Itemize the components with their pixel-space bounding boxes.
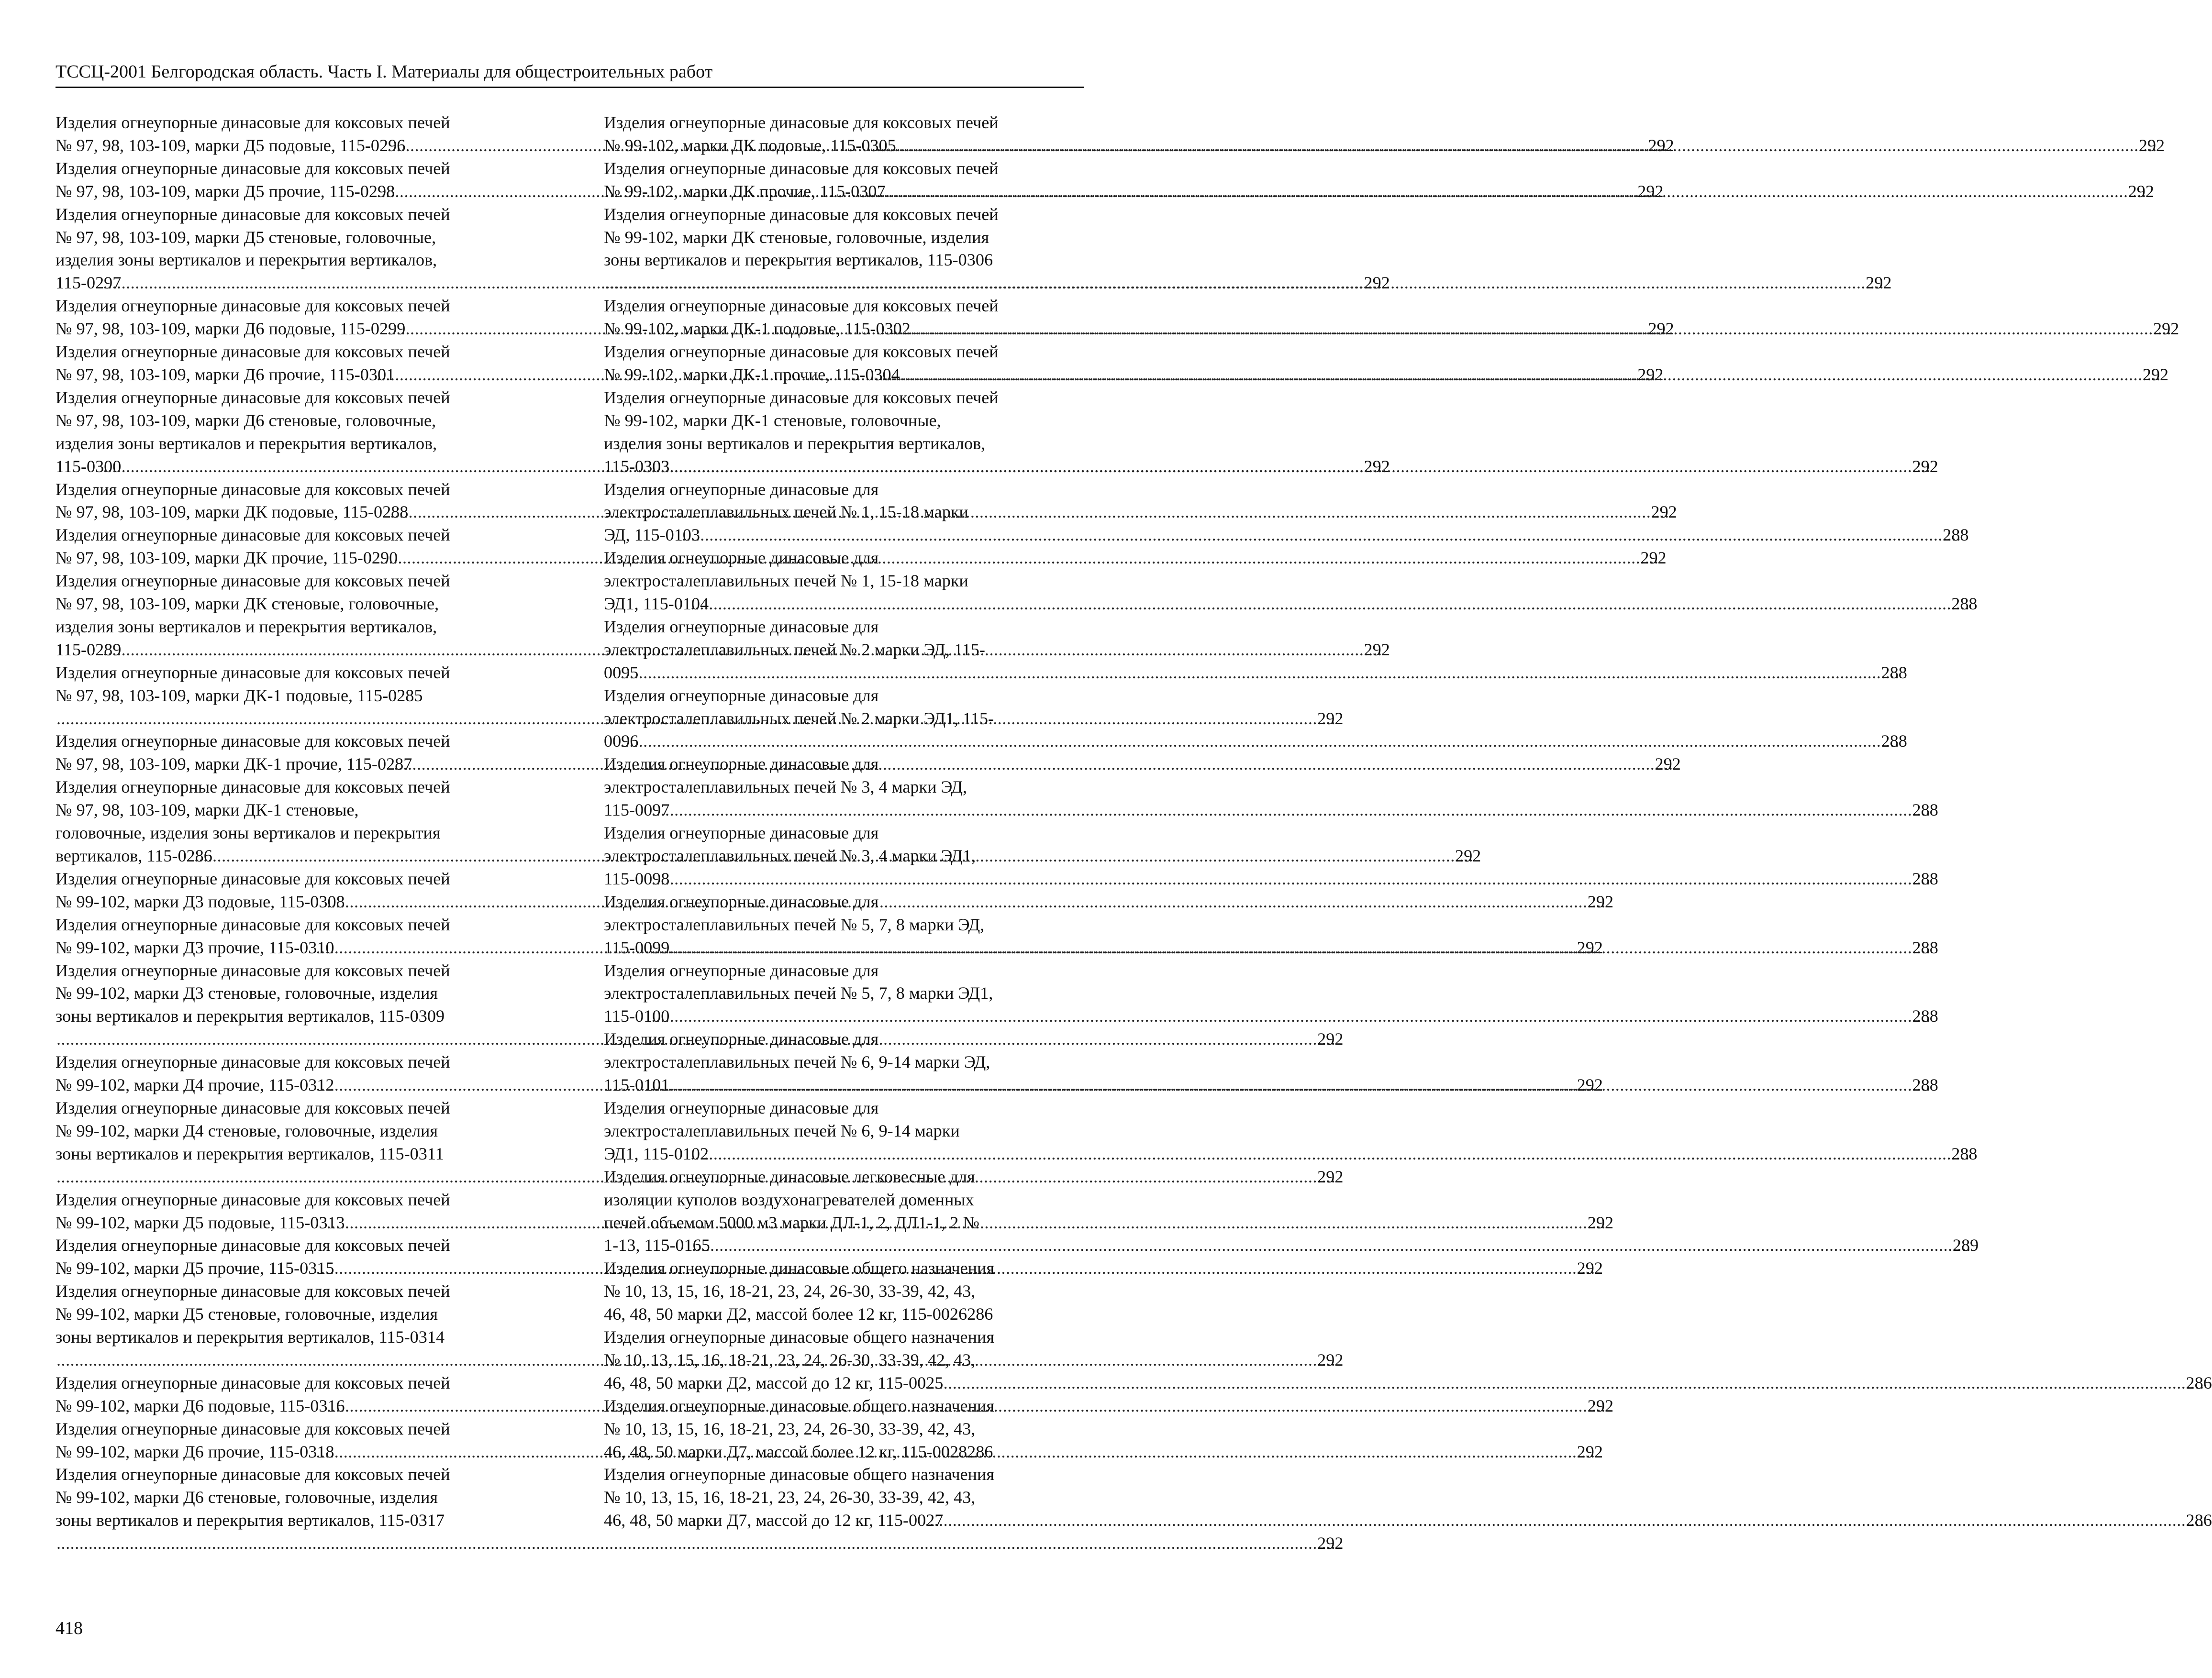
index-entry-line: электросталеплавильных печей № 5, 7, 8 марки ЭД1, bbox=[604, 983, 993, 1003]
index-page-ref: 292 bbox=[1364, 456, 1390, 476]
index-entry-text: № 97, 98, 103-109, марки Д6 прочие, 115-0301 bbox=[56, 364, 395, 384]
index-entry-leader-line bbox=[604, 799, 1938, 822]
index-entry-text: 115-0297 bbox=[56, 273, 122, 293]
index-entry-text: № 97, 98, 103-109, марки Д5 прочие, 115-0298 bbox=[56, 181, 395, 201]
index-entry-line: Изделия огнеупорные динасовые для bbox=[604, 892, 879, 911]
dot-leader bbox=[638, 662, 1900, 684]
index-entry-line: электросталеплавильных печей № 1, 15-18 марки bbox=[604, 502, 968, 522]
index-entry-leader-line bbox=[604, 1234, 1979, 1257]
index-entry-line: Изделия огнеупорные динасовые для bbox=[604, 823, 879, 843]
index-page-ref: 292 bbox=[2128, 181, 2154, 201]
index-entry-line: Изделия огнеупорные динасовые для коксовых печей bbox=[56, 777, 450, 797]
index-page-ref: 288 bbox=[1951, 594, 1978, 614]
index-entry-line: изделия зоны вертикалов и перекрытия вертикалов, bbox=[56, 433, 437, 453]
index-entry-leader-line bbox=[604, 730, 1907, 753]
index-page-ref: 292 bbox=[1651, 502, 1677, 522]
index-entry bbox=[604, 1463, 2212, 1532]
index-entry-line: Изделия огнеупорные динасовые для bbox=[604, 548, 879, 568]
index-entry-line: № 99-102, марки ДК-1 стеновые, головочные, bbox=[604, 410, 941, 430]
index-entry-line: Изделия огнеупорные динасовые общего назначения bbox=[604, 1465, 994, 1484]
index-page-ref: 292 bbox=[1317, 1534, 1344, 1553]
index-page-ref: 292 bbox=[1587, 892, 1614, 911]
index-entry bbox=[604, 295, 2179, 341]
index-page-ref: 288 bbox=[1912, 1006, 1938, 1026]
index-entry-line: Изделия огнеупорные динасовые для коксовых печей bbox=[56, 1098, 450, 1117]
index-entry-line: № 97, 98, 103-109, марки ДК-1 подовые, 115-0285 bbox=[56, 685, 423, 705]
index-entry-line: Изделия огнеупорные динасовые для коксовых печей bbox=[56, 204, 450, 224]
index-column-right bbox=[604, 111, 2212, 1532]
index-page-ref: 288 bbox=[1881, 662, 1907, 682]
index-page-ref: 288 bbox=[1912, 869, 1938, 888]
index-entry-line: Изделия огнеупорные динасовые общего назначения bbox=[604, 1258, 994, 1278]
dot-leader bbox=[669, 937, 1931, 960]
index-entry bbox=[604, 341, 2169, 386]
index-page-ref: 292 bbox=[1912, 456, 1938, 476]
index-entry-text: 115-0097 bbox=[604, 800, 670, 820]
index-page-ref: 292 bbox=[2142, 364, 2169, 384]
index-entry-text: 0096 bbox=[604, 731, 639, 751]
dot-leader bbox=[709, 593, 1970, 616]
index-entry bbox=[604, 960, 1938, 1028]
index-entry-line: электросталеплавильных печей № 3, 4 марки ЭД1, bbox=[604, 846, 976, 865]
index-page-ref: 292 bbox=[1317, 708, 1344, 728]
index-entry-text: 115-0099 bbox=[604, 938, 670, 957]
index-entry-line: № 97, 98, 103-109, марки Д5 стеновые, головочные, bbox=[56, 227, 436, 247]
running-header: ТССЦ-2001 Белгородская область. Часть I. Материалы для общестроительных работ bbox=[56, 62, 713, 82]
index-entry-line: 46, 48, 50 марки Д2, массой более 12 кг, 115-0026286 bbox=[604, 1304, 993, 1324]
index-entry-line: электросталеплавильных печей № 2 марки ЭД, 115- bbox=[604, 640, 985, 659]
index-page-ref: 292 bbox=[1637, 364, 1664, 384]
index-entry-line: Изделия огнеупорные динасовые для коксовых печей bbox=[56, 662, 450, 682]
index-entry-text: 0095 bbox=[604, 662, 639, 682]
index-entry-leader-line bbox=[604, 1143, 1978, 1166]
index-entry-text: № 99-102, марки Д3 прочие, 115-0310 bbox=[56, 938, 334, 957]
index-entry-leader-line bbox=[56, 272, 1390, 295]
index-entry-line: Изделия огнеупорные динасовые для коксовых печей bbox=[56, 525, 450, 545]
index-entry bbox=[604, 157, 2154, 203]
index-page-ref: 292 bbox=[1866, 273, 1892, 293]
dot-leader bbox=[623, 272, 1885, 295]
dot-leader bbox=[896, 134, 2158, 157]
index-page-ref: 292 bbox=[1587, 1213, 1614, 1232]
index-entry-line: Изделия огнеупорные динасовые для коксовых печей bbox=[56, 915, 450, 934]
index-entry-leader-line bbox=[604, 1005, 1938, 1028]
index-entry-line: Изделия огнеупорные динасовые для коксовых печей bbox=[56, 158, 450, 178]
index-page-ref: 292 bbox=[1455, 846, 1481, 865]
index-entry-leader-line bbox=[604, 180, 2154, 203]
index-entry-text: № 97, 98, 103-109, марки ДК-1 прочие, 115-0287 bbox=[56, 754, 412, 774]
index-page-ref: 292 bbox=[1317, 1350, 1344, 1369]
index-page-ref: 292 bbox=[1577, 1442, 1603, 1461]
index-page-ref: 292 bbox=[1577, 1075, 1603, 1095]
index-page-ref: 288 bbox=[1951, 1144, 1978, 1163]
index-entry-line: Изделия огнеупорные динасовые для bbox=[604, 479, 879, 499]
index-entry-line: № 10, 13, 15, 16, 18-21, 23, 24, 26-30, 33-39, 42, 43, bbox=[604, 1419, 976, 1438]
index-entry-text: 115-0303 bbox=[604, 456, 670, 476]
index-entry-leader-line bbox=[604, 1372, 2212, 1395]
index-entry-line: зоны вертикалов и перекрытия вертикалов, 115-0317 bbox=[56, 1511, 445, 1530]
index-entry-line: Изделия огнеупорные динасовые для коксовых печей bbox=[604, 113, 999, 132]
index-entry-line: № 10, 13, 15, 16, 18-21, 23, 24, 26-30, 33-39, 42, 43, bbox=[604, 1281, 976, 1301]
index-entry-line: электросталеплавильных печей № 5, 7, 8 марки ЭД, bbox=[604, 915, 985, 934]
index-entry-line: Изделия огнеупорные динасовые для коксовых печей bbox=[604, 387, 999, 407]
index-page-ref: 292 bbox=[1364, 640, 1390, 659]
index-entry-line: Изделия огнеупорные динасовые для коксовых печей bbox=[604, 204, 999, 224]
index-entry-line: изделия зоны вертикалов и перекрытия вертикалов, bbox=[56, 617, 437, 636]
index-entry-line: Изделия огнеупорные динасовые для коксовых печей bbox=[56, 387, 450, 407]
index-page-ref: 292 bbox=[1317, 1167, 1344, 1186]
index-entry-leader-line bbox=[604, 134, 2165, 157]
index-entry-line: Изделия огнеупорные динасовые для коксовых печей bbox=[56, 869, 450, 888]
index-entry-line: № 97, 98, 103-109, марки Д6 стеновые, головочные, bbox=[56, 410, 436, 430]
index-entry-line: зоны вертикалов и перекрытия вертикалов, 115-0314 bbox=[56, 1327, 445, 1347]
index-entry-text: № 99-102, марки Д6 прочие, 115-0318 bbox=[56, 1442, 334, 1461]
index-entry-leader-line bbox=[604, 593, 1978, 616]
index-entry-line: электросталеплавильных печей № 3, 4 марки ЭД, bbox=[604, 777, 967, 797]
index-entry bbox=[604, 111, 2165, 157]
index-entry-line: электросталеплавильных печей № 6, 9-14 марки bbox=[604, 1121, 960, 1140]
index-page-ref: 292 bbox=[1648, 135, 1674, 155]
dot-leader bbox=[669, 868, 1931, 891]
index-entry-text: 115-0101 bbox=[604, 1075, 670, 1095]
index-entry-text: 46, 48, 50 марки Д7, массой до 12 кг, 115-0027 bbox=[604, 1511, 944, 1530]
dot-leader bbox=[75, 1532, 1336, 1555]
index-page-ref: 292 bbox=[1577, 938, 1603, 957]
index-entry-line: Изделия огнеупорные динасовые для коксовых печей bbox=[604, 296, 999, 316]
index-entry-line: Изделия огнеупорные динасовые для коксовых печей bbox=[56, 571, 450, 591]
dot-leader bbox=[943, 1509, 2205, 1532]
dot-leader bbox=[886, 180, 2147, 203]
index-entry-line: № 99-102, марки ДК стеновые, головочные, изделия bbox=[604, 227, 989, 247]
index-entry bbox=[604, 386, 1938, 478]
index-entry-line: изделия зоны вертикалов и перекрытия вертикалов, bbox=[56, 250, 437, 270]
index-entry-text: ЭД, 115-0103 bbox=[604, 525, 700, 545]
index-entry-text: № 97, 98, 103-109, марки Д5 подовые, 115-0296 bbox=[56, 135, 406, 155]
dot-leader bbox=[669, 799, 1931, 822]
index-page-ref: 292 bbox=[2138, 135, 2165, 155]
index-entry-line: печей объемом 5000 м3 марки ДЛ-1, 2, ДЛ1-1, 2 № bbox=[604, 1213, 979, 1232]
index-page-ref: 286 bbox=[2186, 1511, 2212, 1530]
index-entry-line: Изделия огнеупорные динасовые для коксовых печей bbox=[56, 479, 450, 499]
index-entry-text: 1-13, 115-0165 bbox=[604, 1236, 710, 1255]
index-page-ref: 289 bbox=[1952, 1236, 1979, 1255]
index-page-ref: 292 bbox=[1364, 273, 1390, 293]
index-page-ref: 292 bbox=[1577, 1258, 1603, 1278]
dot-leader bbox=[669, 1005, 1931, 1028]
index-entry-line: № 99-102, марки Д6 стеновые, головочные, изделия bbox=[56, 1488, 438, 1507]
dot-leader bbox=[669, 1074, 1931, 1097]
index-entry-line: № 97, 98, 103-109, марки ДК-1 стеновые, bbox=[56, 800, 359, 820]
header-rule bbox=[56, 87, 1084, 88]
index-entry-line: Изделия огнеупорные динасовые для bbox=[604, 1098, 879, 1117]
index-entry-line: зоны вертикалов и перекрытия вертикалов, 115-0306 bbox=[604, 250, 993, 270]
dot-leader bbox=[710, 1234, 1972, 1257]
index-page-ref: 288 bbox=[1943, 525, 1969, 545]
index-entry-text: № 99-102, марки ДК подовые, 115-0305 bbox=[604, 135, 896, 155]
dot-leader bbox=[709, 1143, 1970, 1166]
index-entry-line: электросталеплавильных печей № 6, 9-14 марки ЭД, bbox=[604, 1052, 990, 1072]
index-entry-leader-line bbox=[604, 1509, 2212, 1532]
index-entry-line: Изделия огнеупорные динасовые для bbox=[604, 685, 879, 705]
index-entry-line: Изделия огнеупорные динасовые для коксовых печей bbox=[56, 296, 450, 316]
dot-leader bbox=[700, 524, 1962, 547]
page-number: 418 bbox=[56, 1618, 83, 1638]
index-entry-line: 46, 48, 50 марки Д7, массой более 12 кг, 115-0028286 bbox=[604, 1442, 993, 1461]
index-entry-text: № 99-102, марки Д4 прочие, 115-0312 bbox=[56, 1075, 334, 1095]
index-entry-line: № 99-102, марки Д4 стеновые, головочные, изделия bbox=[56, 1121, 438, 1140]
index-entry-line: Изделия огнеупорные динасовые общего назначения bbox=[604, 1396, 994, 1415]
index-entry-line: Изделия огнеупорные динасовые для коксовых печей bbox=[604, 158, 999, 178]
index-entry-line: Изделия огнеупорные динасовые для bbox=[604, 1029, 879, 1049]
index-page-ref: 292 bbox=[2153, 319, 2179, 339]
index-entry-line: Изделия огнеупорные динасовые для коксовых печей bbox=[604, 342, 999, 362]
index-entry bbox=[604, 1257, 1084, 1326]
index-page-ref: 292 bbox=[1640, 548, 1667, 568]
index-page-ref: 286 bbox=[2186, 1373, 2212, 1392]
index-entry-line: Изделия огнеупорные динасовые для коксовых печей bbox=[56, 960, 450, 980]
index-entry-text: № 99-102, марки Д5 подовые, 115-0313 bbox=[56, 1213, 345, 1232]
index-entry-line: Изделия огнеупорные динасовые для коксовых печей bbox=[56, 342, 450, 362]
index-entry-line: № 97, 98, 103-109, марки ДК стеновые, головочные, bbox=[56, 594, 439, 614]
index-entry-line: № 10, 13, 15, 16, 18-21, 23, 24, 26-30, 33-39, 42, 43, bbox=[604, 1488, 976, 1507]
index-entry-leader-line bbox=[604, 455, 1938, 478]
index-entry-line: Изделия огнеупорные динасовые для коксовых печей bbox=[56, 1281, 450, 1301]
index-entry-leader-line bbox=[623, 272, 1892, 295]
index-entry-line: электросталеплавильных печей № 1, 15-18 марки bbox=[604, 571, 968, 591]
index-page-ref: 292 bbox=[1655, 754, 1681, 774]
index-entry-line: головочные, изделия зоны вертикалов и перекрытия bbox=[56, 823, 441, 843]
index-entry-leader-line bbox=[604, 364, 2169, 386]
index-entry-text: № 99-102, марки Д6 подовые, 115-0316 bbox=[56, 1396, 345, 1415]
index-entry-line: Изделия огнеупорные динасовые для коксовых печей bbox=[56, 731, 450, 751]
index-entry-line: Изделия огнеупорные динасовые для коксовых печей bbox=[56, 1236, 450, 1255]
index-page-ref: 288 bbox=[1912, 1075, 1938, 1095]
index-page-ref: 292 bbox=[1317, 1029, 1344, 1049]
index-entry-text: № 97, 98, 103-109, марки ДК прочие, 115-0290 bbox=[56, 548, 398, 568]
index-page-ref: 292 bbox=[1648, 319, 1674, 339]
dot-leader bbox=[911, 318, 2172, 341]
index-entry bbox=[604, 203, 1892, 295]
index-entry-line: зоны вертикалов и перекрытия вертикалов, 115-0309 bbox=[56, 1006, 445, 1026]
index-entry-leader-line bbox=[604, 524, 1969, 547]
dot-leader bbox=[638, 730, 1900, 753]
dot-leader bbox=[669, 455, 1931, 478]
index-entry bbox=[604, 1395, 1084, 1464]
index-entry-text: № 99-102, марки Д5 прочие, 115-0315 bbox=[56, 1258, 334, 1278]
index-entry-text: 46, 48, 50 марки Д2, массой до 12 кг, 115-0025 bbox=[604, 1373, 944, 1392]
index-entry-line: Изделия огнеупорные динасовые для bbox=[604, 617, 879, 636]
index-entry-line: Изделия огнеупорные динасовые легковесные для bbox=[604, 1167, 975, 1186]
index-entry-leader-line bbox=[604, 318, 2179, 341]
index-entry-line: Изделия огнеупорные динасовые для коксовых печей bbox=[56, 1190, 450, 1209]
index-entry-text: № 99-102, марки Д3 подовые, 115-0308 bbox=[56, 892, 345, 911]
index-entry-text: ЭД1, 115-0104 bbox=[604, 594, 709, 614]
index-entry-line: Изделия огнеупорные динасовые для коксовых печей bbox=[56, 1419, 450, 1438]
index-entry-text: № 97, 98, 103-109, марки Д6 подовые, 115-0299 bbox=[56, 319, 406, 339]
index-entry-text: № 97, 98, 103-109, марки ДК подовые, 115-0288 bbox=[56, 502, 409, 522]
index-entry-line: электросталеплавильных печей № 2 марки ЭД1, 115- bbox=[604, 708, 994, 728]
index-page-ref: 292 bbox=[1637, 181, 1664, 201]
index-entry-leader-line bbox=[604, 662, 1907, 684]
index-entry-text: № 99-102, марки ДК-1 прочие, 115-0304 bbox=[604, 364, 900, 384]
index-entry-leader-line bbox=[75, 1532, 1344, 1555]
index-entry-line: Изделия огнеупорные динасовые для коксовых печей bbox=[56, 1465, 450, 1484]
dot-leader bbox=[900, 364, 2162, 386]
index-page-ref: 292 bbox=[1587, 1396, 1614, 1415]
index-entry-text: ЭД1, 115-0102 bbox=[604, 1144, 709, 1163]
index-entry bbox=[604, 1097, 1978, 1166]
dot-leader bbox=[943, 1372, 2205, 1395]
index-entry-line: зоны вертикалов и перекрытия вертикалов, 115-0311 bbox=[56, 1144, 444, 1163]
index-entry-leader-line bbox=[604, 868, 1938, 891]
index-page-ref: 288 bbox=[1881, 731, 1907, 751]
index-entry-text: 115-0289 bbox=[56, 640, 122, 659]
index-entry-line: Изделия огнеупорные динасовые для коксовых печей bbox=[56, 113, 450, 132]
index-entry-line: № 99-102, марки Д3 стеновые, головочные, изделия bbox=[56, 983, 438, 1003]
index-entry-line: Изделия огнеупорные динасовые для bbox=[604, 960, 879, 980]
index-entry-line: Изделия огнеупорные динасовые общего назначения bbox=[604, 1327, 994, 1347]
index-entry-line: Изделия огнеупорные динасовые для коксовых печей bbox=[56, 1052, 450, 1072]
index-page-ref: 288 bbox=[1912, 800, 1938, 820]
index-entry-line: Изделия огнеупорные динасовые для bbox=[604, 754, 879, 774]
index-entry-text: 115-0098 bbox=[604, 869, 670, 888]
index-entry-line: № 10, 13, 15, 16, 18-21, 23, 24, 26-30, 33-39, 42, 43, bbox=[604, 1350, 976, 1369]
index-entry-text: № 99-102, марки ДК прочие, 115-0307 bbox=[604, 181, 886, 201]
index-entry-line: № 99-102, марки Д5 стеновые, головочные, изделия bbox=[56, 1304, 438, 1324]
index-page-ref: 288 bbox=[1912, 938, 1938, 957]
index-entry-text: № 99-102, марки ДК-1 подовые, 115-0302 bbox=[604, 319, 911, 339]
index-entry-line: Изделия огнеупорные динасовые для коксовых печей bbox=[56, 1373, 450, 1392]
index-entry-line: изоляции куполов воздухонагревателей доменных bbox=[604, 1190, 974, 1209]
index-entry-line: изделия зоны вертикалов и перекрытия вертикалов, bbox=[604, 433, 986, 453]
index-entry-text: 115-0300 bbox=[56, 456, 122, 476]
index-entry-text: вертикалов, 115-0286 bbox=[56, 846, 212, 865]
index-entry-text: 115-0100 bbox=[604, 1006, 670, 1026]
